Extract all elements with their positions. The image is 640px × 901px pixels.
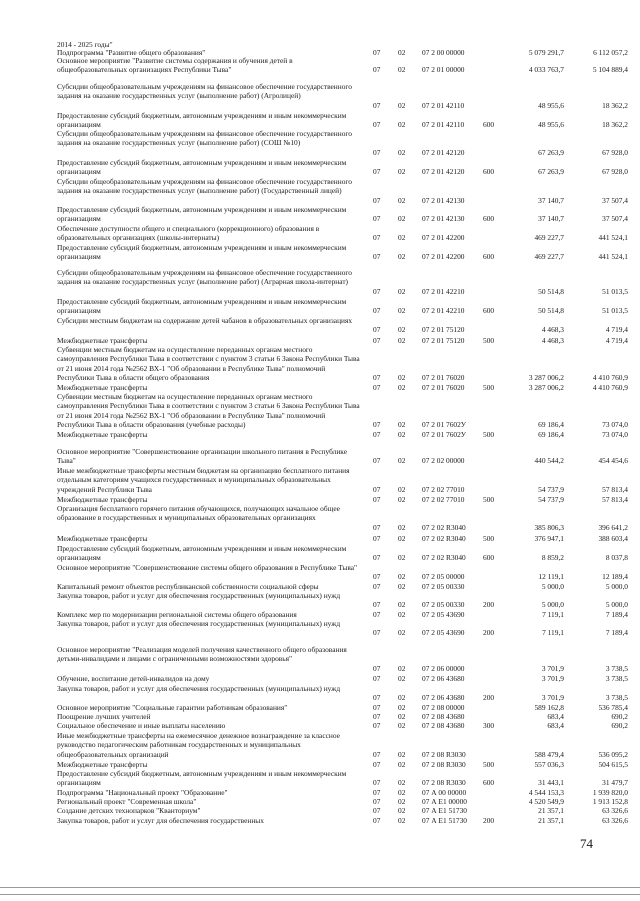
scan-line-bottom bbox=[0, 894, 640, 895]
expense-type-code: 500 bbox=[483, 534, 495, 543]
subsection-code: 02 bbox=[398, 214, 406, 224]
amount-year-2: 18 362,2 bbox=[602, 120, 628, 130]
section-code: 07 bbox=[373, 48, 381, 57]
section-code: 07 bbox=[373, 522, 381, 532]
expense-type-code: 600 bbox=[483, 778, 495, 788]
amount-year-2: 7 189,4 bbox=[605, 628, 628, 638]
amount-year-2: 3 738,5 bbox=[605, 674, 628, 683]
amount-year-1: 54 737,9 bbox=[538, 495, 564, 504]
row-description: Социальное обеспечение и иные выплаты населению bbox=[57, 721, 226, 730]
target-article-code: 07 2 06 43680 bbox=[422, 693, 465, 703]
amount-year-1: 54 737,9 bbox=[538, 484, 564, 494]
section-code: 07 bbox=[373, 100, 381, 110]
subsection-code: 02 bbox=[398, 628, 406, 638]
row-description: Региональный проект "Современная школа" bbox=[57, 797, 197, 806]
amount-year-1: 4 544 153,3 bbox=[528, 788, 564, 797]
subsection-code: 02 bbox=[398, 233, 406, 243]
target-article-code: 07 2 01 42130 bbox=[422, 195, 465, 205]
amount-year-1: 12 119,1 bbox=[538, 572, 564, 582]
expense-type-code: 600 bbox=[483, 306, 495, 316]
row-description: Иные межбюджетные трансферты на ежемесячное денежное вознаграждение за классное руководство педагогическим работникам государственных и муниципальных общеобразовательных организаций bbox=[57, 731, 340, 759]
amount-year-1: 376 947,1 bbox=[534, 534, 564, 543]
section-code: 07 bbox=[373, 372, 381, 382]
section-code: 07 bbox=[373, 693, 381, 703]
section-code: 07 bbox=[373, 806, 381, 815]
subsection-code: 02 bbox=[398, 674, 406, 683]
amount-year-1: 48 955,6 bbox=[538, 100, 564, 110]
section-code: 07 bbox=[373, 252, 381, 262]
amount-year-2: 5 104 889,4 bbox=[592, 65, 628, 75]
subsection-code: 02 bbox=[398, 430, 406, 439]
amount-year-1: 469 227,7 bbox=[534, 252, 564, 262]
amount-year-2: 67 928,0 bbox=[602, 167, 628, 177]
section-code: 07 bbox=[373, 120, 381, 130]
target-article-code: 07 2 05 00330 bbox=[422, 600, 465, 610]
section-code: 07 bbox=[373, 286, 381, 296]
row-description: Предоставление субсидий бюджетным, автономным учреждениям и иным некоммерческим организациям bbox=[57, 158, 347, 177]
amount-year-2: 7 189,4 bbox=[605, 610, 628, 619]
row-description: Капитальный ремонт объектов республиканской собственности социальной сферы bbox=[57, 582, 319, 591]
subsection-code: 02 bbox=[398, 495, 406, 504]
scan-line-top bbox=[0, 887, 640, 888]
target-article-code: 07 2 01 76020 bbox=[422, 372, 465, 382]
section-code: 07 bbox=[373, 797, 381, 806]
row-description: Комплекс мер по модернизации региональной системы общего образования bbox=[57, 610, 297, 619]
row-description: Обучение, воспитание детей-инвалидов на дому bbox=[57, 674, 210, 683]
amount-year-1: 4 468,3 bbox=[541, 325, 564, 335]
section-code: 07 bbox=[373, 383, 381, 392]
subsection-code: 02 bbox=[398, 610, 406, 619]
target-article-code: 07 2 01 00000 bbox=[422, 65, 465, 75]
amount-year-2: 441 524,1 bbox=[598, 233, 628, 243]
row-description: Предоставление субсидий бюджетным, автономным учреждениям и иным некоммерческим организациям bbox=[57, 544, 347, 563]
subsection-code: 02 bbox=[398, 806, 406, 815]
amount-year-1: 37 140,7 bbox=[538, 214, 564, 224]
amount-year-2: 3 738,5 bbox=[605, 693, 628, 703]
section-code: 07 bbox=[373, 712, 381, 721]
section-code: 07 bbox=[373, 214, 381, 224]
amount-year-1: 67 263,9 bbox=[538, 167, 564, 177]
amount-year-2: 57 813,4 bbox=[602, 484, 628, 494]
section-code: 07 bbox=[373, 419, 381, 429]
subsection-code: 02 bbox=[398, 167, 406, 177]
amount-year-2: 3 738,5 bbox=[605, 663, 628, 673]
row-description: Поощрение лучших учителей bbox=[57, 712, 151, 721]
section-code: 07 bbox=[373, 430, 381, 439]
amount-year-2: 690,2 bbox=[611, 721, 628, 730]
row-description: Подпрограмма "Национальный проект "Образование" bbox=[57, 788, 228, 797]
target-article-code: 07 2 05 00000 bbox=[422, 572, 465, 582]
section-code: 07 bbox=[373, 760, 381, 769]
amount-year-2: 63 326,6 bbox=[602, 816, 628, 825]
amount-year-2: 1 913 152,8 bbox=[592, 797, 628, 806]
header-line: 2014 - 2025 годы" bbox=[57, 40, 113, 49]
row-description: Субсидии общеобразовательным учреждениям на финансовое обеспечение государственного задания на оказание государственных услуг (выполнение работ) (СОШ №10) bbox=[57, 129, 352, 148]
amount-year-2: 388 603,4 bbox=[598, 534, 628, 543]
amount-year-1: 5 000,0 bbox=[541, 600, 564, 610]
amount-year-1: 4 520 549,9 bbox=[528, 797, 564, 806]
row-description: Основное мероприятие "Совершенствование организации школьного питания в Республике Тыва" bbox=[57, 447, 347, 466]
amount-year-2: 73 074,0 bbox=[602, 419, 628, 429]
amount-year-1: 69 186,4 bbox=[538, 430, 564, 439]
expense-type-code: 600 bbox=[483, 553, 495, 563]
subsection-code: 02 bbox=[398, 778, 406, 788]
subsection-code: 02 bbox=[398, 325, 406, 335]
expense-type-code: 200 bbox=[483, 693, 495, 703]
amount-year-2: 536 785,4 bbox=[598, 703, 628, 712]
expense-type-code: 500 bbox=[483, 383, 495, 392]
row-description: Межбюджетные трансферты bbox=[57, 336, 148, 345]
amount-year-2: 504 615,5 bbox=[598, 760, 628, 769]
target-article-code: 07 2 05 00330 bbox=[422, 582, 465, 591]
amount-year-2: 37 507,4 bbox=[602, 214, 628, 224]
target-article-code: 07 2 01 42110 bbox=[422, 100, 465, 110]
section-code: 07 bbox=[373, 582, 381, 591]
amount-year-2: 5 000,0 bbox=[605, 582, 628, 591]
row-description: Межбюджетные трансферты bbox=[57, 430, 148, 439]
amount-year-1: 3 287 006,2 bbox=[528, 372, 564, 382]
row-description: Закупка товаров, работ и услуг для обеспечения государственных (муниципальных) нужд bbox=[57, 619, 341, 628]
section-code: 07 bbox=[373, 456, 381, 466]
section-code: 07 bbox=[373, 663, 381, 673]
section-code: 07 bbox=[373, 195, 381, 205]
amount-year-1: 31 443,1 bbox=[538, 778, 564, 788]
row-description: Предоставление субсидий бюджетным, автономным учреждениям и иным некоммерческим организациям bbox=[57, 243, 347, 262]
amount-year-2: 454 454,6 bbox=[598, 456, 628, 466]
target-article-code: 07 2 01 42110 bbox=[422, 120, 465, 130]
amount-year-1: 7 119,1 bbox=[542, 610, 564, 619]
target-article-code: 07 2 05 43690 bbox=[422, 628, 465, 638]
subsection-code: 02 bbox=[398, 572, 406, 582]
amount-year-2: 4 410 760,9 bbox=[592, 383, 628, 392]
section-code: 07 bbox=[373, 788, 381, 797]
target-article-code: 07 2 02 00000 bbox=[422, 456, 465, 466]
target-article-code: 07 2 05 43690 bbox=[422, 610, 465, 619]
section-code: 07 bbox=[373, 534, 381, 543]
expense-type-code: 500 bbox=[483, 336, 495, 345]
section-code: 07 bbox=[373, 572, 381, 582]
target-article-code: 07 2 08 43680 bbox=[422, 712, 465, 721]
subsection-code: 02 bbox=[398, 553, 406, 563]
target-article-code: 07 А 00 00000 bbox=[422, 788, 467, 797]
row-description: Предоставление субсидий бюджетным, автономным учреждениям и иным некоммерческим организациям bbox=[57, 111, 347, 130]
section-code: 07 bbox=[373, 628, 381, 638]
expense-type-code: 600 bbox=[483, 167, 495, 177]
subsection-code: 02 bbox=[398, 252, 406, 262]
subsection-code: 02 bbox=[398, 336, 406, 345]
expense-type-code: 300 bbox=[483, 721, 495, 730]
amount-year-1: 5 079 291,7 bbox=[528, 48, 564, 57]
amount-year-2: 6 112 057,2 bbox=[593, 48, 628, 57]
section-code: 07 bbox=[373, 600, 381, 610]
row-description: Основное мероприятие "Реализация моделей получения качественного общего образования детьми-инвалидами и лицами с ограниченными возможностями здоровья" bbox=[57, 645, 347, 664]
subsection-code: 02 bbox=[398, 534, 406, 543]
section-code: 07 bbox=[373, 65, 381, 75]
row-description: Межбюджетные трансферты bbox=[57, 534, 148, 543]
target-article-code: 07 2 01 75120 bbox=[422, 325, 465, 335]
amount-year-1: 37 140,7 bbox=[538, 195, 564, 205]
subsection-code: 02 bbox=[398, 600, 406, 610]
amount-year-1: 440 544,2 bbox=[534, 456, 564, 466]
target-article-code: 07 2 08 R3030 bbox=[422, 778, 466, 788]
row-description: Субвенции местным бюджетам на осуществление переданных органам местного самоуправления Республики Тыва в соответствии с пунктом 3 статьи 6 Закона Республики Тыва от 21 июня 2014 года №2562 ВХ-1 "Об образовании в Республике Тыва" полномочий Республики Тыва в области образования (учебные расходы) bbox=[57, 392, 360, 429]
amount-year-1: 50 514,8 bbox=[538, 306, 564, 316]
subsection-code: 02 bbox=[398, 100, 406, 110]
amount-year-1: 683,4 bbox=[547, 712, 564, 721]
subsection-code: 02 bbox=[398, 760, 406, 769]
target-article-code: 07 2 08 R3030 bbox=[422, 760, 466, 769]
target-article-code: 07 2 01 7602У bbox=[422, 419, 467, 429]
target-article-code: 07 2 01 42200 bbox=[422, 233, 465, 243]
section-code: 07 bbox=[373, 495, 381, 504]
amount-year-1: 4 033 763,7 bbox=[528, 65, 564, 75]
target-article-code: 07 2 01 7602У bbox=[422, 430, 467, 439]
target-article-code: 07 2 02 R3040 bbox=[422, 534, 466, 543]
subsection-code: 02 bbox=[398, 456, 406, 466]
amount-year-2: 441 524,1 bbox=[598, 252, 628, 262]
target-article-code: 07 2 01 75120 bbox=[422, 336, 465, 345]
subsection-code: 02 bbox=[398, 522, 406, 532]
row-description: Основное мероприятие "Совершенствование системы общего образования в Республике Тыва" bbox=[57, 563, 358, 572]
amount-year-1: 67 263,9 bbox=[538, 147, 564, 157]
row-description: Субсидии общеобразовательным учреждениям на финансовое обеспечение государственного задания на оказание государственных услуг (выполнение работ) (Аграрная школа-интернат) bbox=[57, 268, 352, 287]
expense-type-code: 600 bbox=[483, 120, 495, 130]
amount-year-1: 48 955,6 bbox=[538, 120, 564, 130]
amount-year-2: 12 189,4 bbox=[602, 572, 628, 582]
row-description: Обеспечение доступности общего и специального (коррекционного) образования в образовательных организациях (школы-интернаты) bbox=[57, 224, 320, 243]
amount-year-1: 385 806,3 bbox=[534, 522, 564, 532]
section-code: 07 bbox=[373, 147, 381, 157]
target-article-code: 07 2 01 42210 bbox=[422, 306, 465, 316]
row-description: Субсидии общеобразовательным учреждениям на финансовое обеспечение государственного задания на оказание государственных услуг (выполнение работ) (Агролицей) bbox=[57, 82, 352, 101]
expense-type-code: 500 bbox=[483, 495, 495, 504]
section-code: 07 bbox=[373, 674, 381, 683]
amount-year-2: 51 013,5 bbox=[602, 306, 628, 316]
target-article-code: 07 2 06 00000 bbox=[422, 663, 465, 673]
section-code: 07 bbox=[373, 484, 381, 494]
amount-year-2: 63 326,6 bbox=[602, 806, 628, 815]
target-article-code: 07 А Е1 51730 bbox=[422, 806, 467, 815]
target-article-code: 07 А Е1 51730 bbox=[422, 816, 467, 825]
subsection-code: 02 bbox=[398, 65, 406, 75]
expense-type-code: 500 bbox=[483, 430, 495, 439]
subsection-code: 02 bbox=[398, 693, 406, 703]
expense-type-code: 200 bbox=[483, 600, 495, 610]
amount-year-1: 50 514,8 bbox=[538, 286, 564, 296]
subsection-code: 02 bbox=[398, 383, 406, 392]
amount-year-2: 5 000,0 bbox=[605, 600, 628, 610]
subsection-code: 02 bbox=[398, 788, 406, 797]
row-description: Основное мероприятие "Социальные гарантии работникам образования" bbox=[57, 703, 288, 712]
target-article-code: 07 2 02 77010 bbox=[422, 495, 465, 504]
expense-type-code: 200 bbox=[483, 816, 495, 825]
row-description: Субвенции местным бюджетам на осуществление переданных органам местного самоуправления Республики Тыва в соответствии с пунктом 3 статьи 6 Закона Республики Тыва от 21 июня 2014 года №2562 ВХ-1 "Об образовании в Республике Тыва" полномочий Республики Тыва в области общего образования bbox=[57, 345, 360, 382]
subsection-code: 02 bbox=[398, 147, 406, 157]
subsection-code: 02 bbox=[398, 582, 406, 591]
section-code: 07 bbox=[373, 233, 381, 243]
row-description: Закупка товаров, работ и услуг для обеспечения государственных (муниципальных) нужд bbox=[57, 684, 341, 693]
amount-year-1: 7 119,1 bbox=[542, 628, 564, 638]
amount-year-1: 557 036,3 bbox=[534, 760, 564, 769]
amount-year-2: 8 037,8 bbox=[605, 553, 628, 563]
amount-year-2: 690,2 bbox=[611, 712, 628, 721]
section-code: 07 bbox=[373, 778, 381, 788]
amount-year-1: 3 701,9 bbox=[541, 674, 564, 683]
target-article-code: 07 2 01 42120 bbox=[422, 147, 465, 157]
subsection-code: 02 bbox=[398, 306, 406, 316]
row-description: Предоставление субсидий бюджетным, автономным учреждениям и иным некоммерческим организациям bbox=[57, 297, 347, 316]
amount-year-2: 1 939 820,0 bbox=[592, 788, 628, 797]
target-article-code: 07 А Е1 00000 bbox=[422, 797, 467, 806]
subsection-code: 02 bbox=[398, 721, 406, 730]
amount-year-1: 4 468,3 bbox=[541, 336, 564, 345]
target-article-code: 07 2 08 00000 bbox=[422, 703, 465, 712]
target-article-code: 07 2 01 42200 bbox=[422, 252, 465, 262]
subsection-code: 02 bbox=[398, 419, 406, 429]
target-article-code: 07 2 01 42120 bbox=[422, 167, 465, 177]
subsection-code: 02 bbox=[398, 816, 406, 825]
amount-year-1: 589 162,8 bbox=[534, 703, 564, 712]
target-article-code: 07 2 01 76020 bbox=[422, 383, 465, 392]
row-description: Основное мероприятие "Развитие системы содержания и обучения детей в общеобразовательных организациях Республики Тыва" bbox=[57, 56, 293, 75]
amount-year-2: 73 074,0 bbox=[602, 430, 628, 439]
section-code: 07 bbox=[373, 610, 381, 619]
page-number: 74 bbox=[580, 836, 593, 851]
target-article-code: 07 2 02 R3040 bbox=[422, 553, 466, 563]
row-description: Закупка товаров, работ и услуг для обеспечения государственных (муниципальных) нужд bbox=[57, 591, 341, 600]
row-description: Организация бесплатного горячего питания обучающихся, получающих начальное общее образование в государственных и муниципальных образовательных организациях bbox=[57, 504, 340, 523]
amount-year-2: 51 013,5 bbox=[602, 286, 628, 296]
expense-type-code: 600 bbox=[483, 214, 495, 224]
subsection-code: 02 bbox=[398, 372, 406, 382]
row-description: Межбюджетные трансферты bbox=[57, 760, 148, 769]
target-article-code: 07 2 02 77010 bbox=[422, 484, 465, 494]
amount-year-1: 8 859,2 bbox=[541, 553, 564, 563]
section-code: 07 bbox=[373, 553, 381, 563]
row-description: Субсидии общеобразовательным учреждениям на финансовое обеспечение государственного задания на оказание государственных услуг (выполнение работ) (Государственный лицей) bbox=[57, 177, 352, 196]
target-article-code: 07 2 01 42210 bbox=[422, 286, 465, 296]
amount-year-1: 3 701,9 bbox=[541, 693, 564, 703]
amount-year-2: 4 719,4 bbox=[605, 325, 628, 335]
expense-type-code: 600 bbox=[483, 252, 495, 262]
row-description: Создание детских технопарков "Кванториум" bbox=[57, 806, 201, 815]
row-description: Подпрограмма "Развитие общего образования" bbox=[57, 48, 206, 57]
row-description: Межбюджетные трансферты bbox=[57, 495, 148, 504]
amount-year-1: 683,4 bbox=[547, 721, 564, 730]
amount-year-2: 57 813,4 bbox=[602, 495, 628, 504]
amount-year-1: 3 701,9 bbox=[541, 663, 564, 673]
amount-year-2: 4 719,4 bbox=[605, 336, 628, 345]
section-code: 07 bbox=[373, 816, 381, 825]
subsection-code: 02 bbox=[398, 749, 406, 759]
amount-year-2: 37 507,4 bbox=[602, 195, 628, 205]
amount-year-1: 3 287 006,2 bbox=[528, 383, 564, 392]
section-code: 07 bbox=[373, 336, 381, 345]
target-article-code: 07 2 06 43680 bbox=[422, 674, 465, 683]
amount-year-1: 21 357,1 bbox=[538, 806, 564, 815]
expense-type-code: 200 bbox=[483, 628, 495, 638]
amount-year-1: 21 357,1 bbox=[538, 816, 564, 825]
amount-year-1: 469 227,7 bbox=[534, 233, 564, 243]
row-description: Предоставление субсидий бюджетным, автономным учреждениям и иным некоммерческим организациям bbox=[57, 769, 347, 788]
subsection-code: 02 bbox=[398, 703, 406, 712]
section-code: 07 bbox=[373, 325, 381, 335]
amount-year-2: 536 095,2 bbox=[598, 749, 628, 759]
subsection-code: 02 bbox=[398, 48, 406, 57]
amount-year-2: 396 641,2 bbox=[598, 522, 628, 532]
target-article-code: 07 2 08 43680 bbox=[422, 721, 465, 730]
row-description: Закупка товаров, работ и услуг для обеспечения государственных bbox=[57, 816, 264, 825]
amount-year-2: 67 928,0 bbox=[602, 147, 628, 157]
row-description: Субсидии местным бюджетам на содержание детей чабанов в образовательных организациях bbox=[57, 316, 353, 325]
row-description: Иные межбюджетные трансферты местным бюджетам на организацию бесплатного питания отдельным категориям учащихся государственных и муниципальных образовательных учреждений Республики Тыва bbox=[57, 466, 350, 494]
subsection-code: 02 bbox=[398, 712, 406, 721]
amount-year-2: 18 362,2 bbox=[602, 100, 628, 110]
section-code: 07 bbox=[373, 167, 381, 177]
subsection-code: 02 bbox=[398, 797, 406, 806]
target-article-code: 07 2 00 00000 bbox=[422, 48, 465, 57]
subsection-code: 02 bbox=[398, 286, 406, 296]
expense-type-code: 500 bbox=[483, 760, 495, 769]
row-description: Предоставление субсидий бюджетным, автономным учреждениям и иным некоммерческим организациям bbox=[57, 205, 347, 224]
amount-year-1: 69 186,4 bbox=[538, 419, 564, 429]
subsection-code: 02 bbox=[398, 120, 406, 130]
amount-year-2: 4 410 760,9 bbox=[592, 372, 628, 382]
section-code: 07 bbox=[373, 306, 381, 316]
section-code: 07 bbox=[373, 721, 381, 730]
row-description: Межбюджетные трансферты bbox=[57, 383, 148, 392]
amount-year-2: 31 479,7 bbox=[602, 778, 628, 788]
target-article-code: 07 2 01 42130 bbox=[422, 214, 465, 224]
amount-year-1: 588 479,4 bbox=[534, 749, 564, 759]
subsection-code: 02 bbox=[398, 484, 406, 494]
subsection-code: 02 bbox=[398, 195, 406, 205]
target-article-code: 07 2 08 R3030 bbox=[422, 749, 466, 759]
amount-year-1: 5 000,0 bbox=[541, 582, 564, 591]
subsection-code: 02 bbox=[398, 663, 406, 673]
target-article-code: 07 2 02 R3040 bbox=[422, 522, 466, 532]
section-code: 07 bbox=[373, 703, 381, 712]
section-code: 07 bbox=[373, 749, 381, 759]
